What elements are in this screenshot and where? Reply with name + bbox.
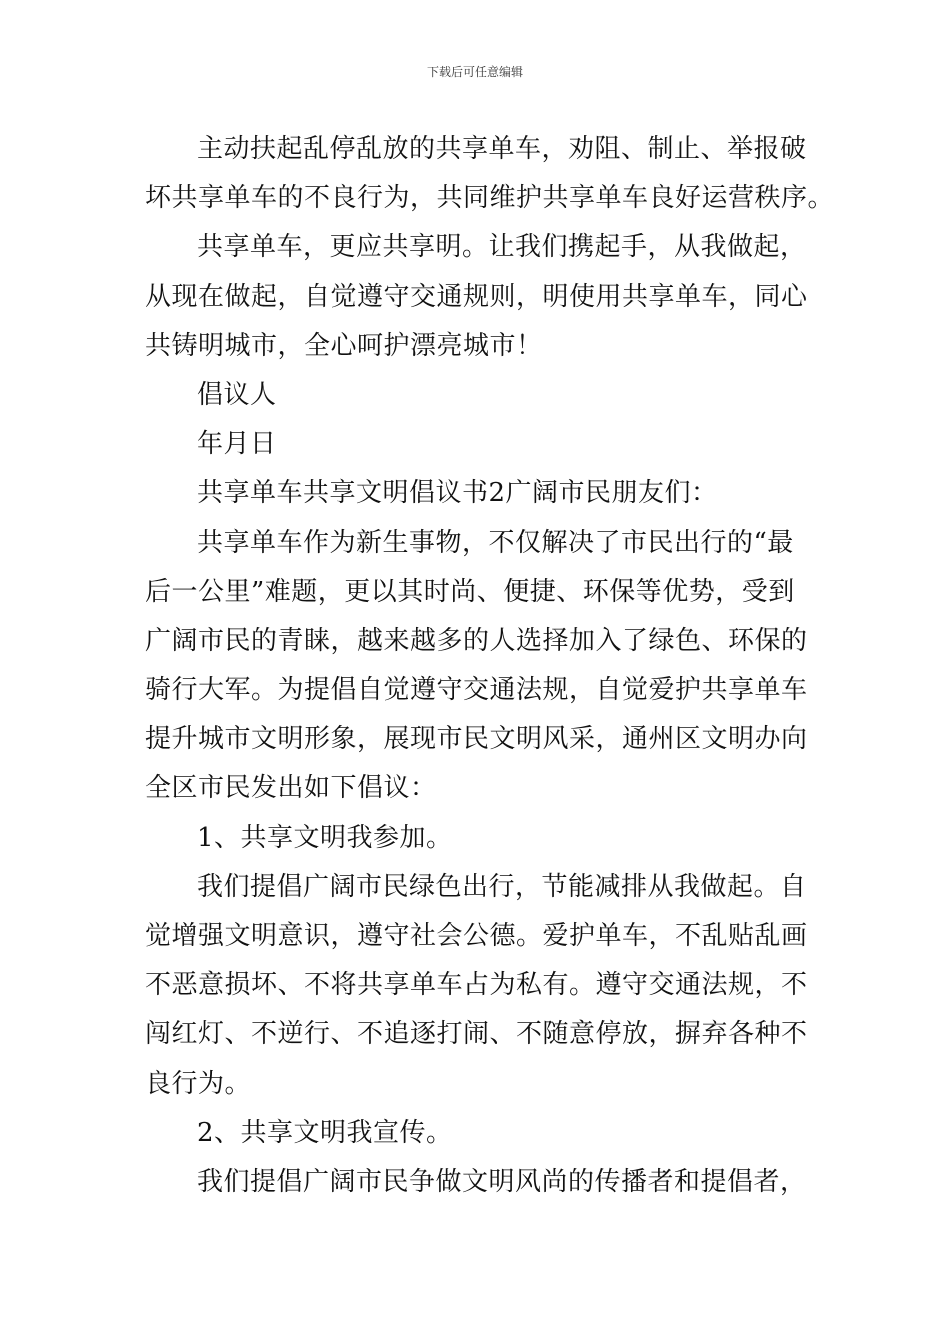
text-line: 良行为。 — [145, 1068, 252, 1099]
text-line: 主动扶起乱停乱放的共享单车，劝阻、制止、举报破 — [197, 134, 807, 164]
document-body — [145, 125, 835, 1207]
signature-label: 倡议人 — [197, 379, 277, 410]
text-line: 我们提倡广阔市民绿色出行，节能减排从我做起。自 — [197, 871, 807, 902]
text-line: 坏共享单车的不良行为，共同维护共享单车良好运营秩序。 — [145, 183, 835, 214]
date-label: 年月日 — [197, 429, 277, 460]
text-line: 广阔市民的青睐，越来越多的人选择加入了绿色、环保的 — [145, 625, 808, 656]
list-item-heading: 1、共享文明我参加。 — [197, 822, 453, 853]
section-heading: 共享单车共享文明倡议书2广阔市民朋友们： — [197, 478, 718, 509]
text-line: 从现在做起，自觉遵守交通规则，明使用共享单车，同心 — [145, 281, 808, 312]
text-line: 我们提倡广阔市民争做文明风尚的传播者和提倡者， — [197, 1166, 807, 1197]
text-line: 共享单车作为新生事物，不仅解决了市民出行的“最 — [197, 527, 794, 558]
list-item-heading: 2、共享文明我宣传。 — [197, 1117, 453, 1148]
text-line: 共铸明城市，全心呵护漂亮城市！ — [145, 330, 543, 361]
text-line: 不恶意损坏、不将共享单车占为私有。遵守交通法规，不 — [145, 970, 808, 1001]
text-line: 闯红灯、不逆行、不追逐打闹、不随意停放，摒弃各种不 — [145, 1019, 808, 1050]
text-line: 提升城市文明形象，展现市民文明风采，通州区文明办向 — [145, 724, 808, 755]
text-line: 共享单车，更应共享明。让我们携起手，从我做起， — [197, 232, 807, 263]
text-line: 觉增强文明意识，遵守社会公德。爱护单车，不乱贴乱画 — [145, 921, 808, 951]
page-header: 下载后可任意编辑 — [426, 65, 523, 79]
text-line: 全区市民发出如下倡议： — [145, 773, 437, 804]
text-line: 后一公里”难题，更以其时尚、便捷、环保等优势，受到 — [145, 576, 795, 607]
text-line: 骑行大军。为提倡自觉遵守交通法规，自觉爱护共享单车 — [145, 675, 808, 706]
